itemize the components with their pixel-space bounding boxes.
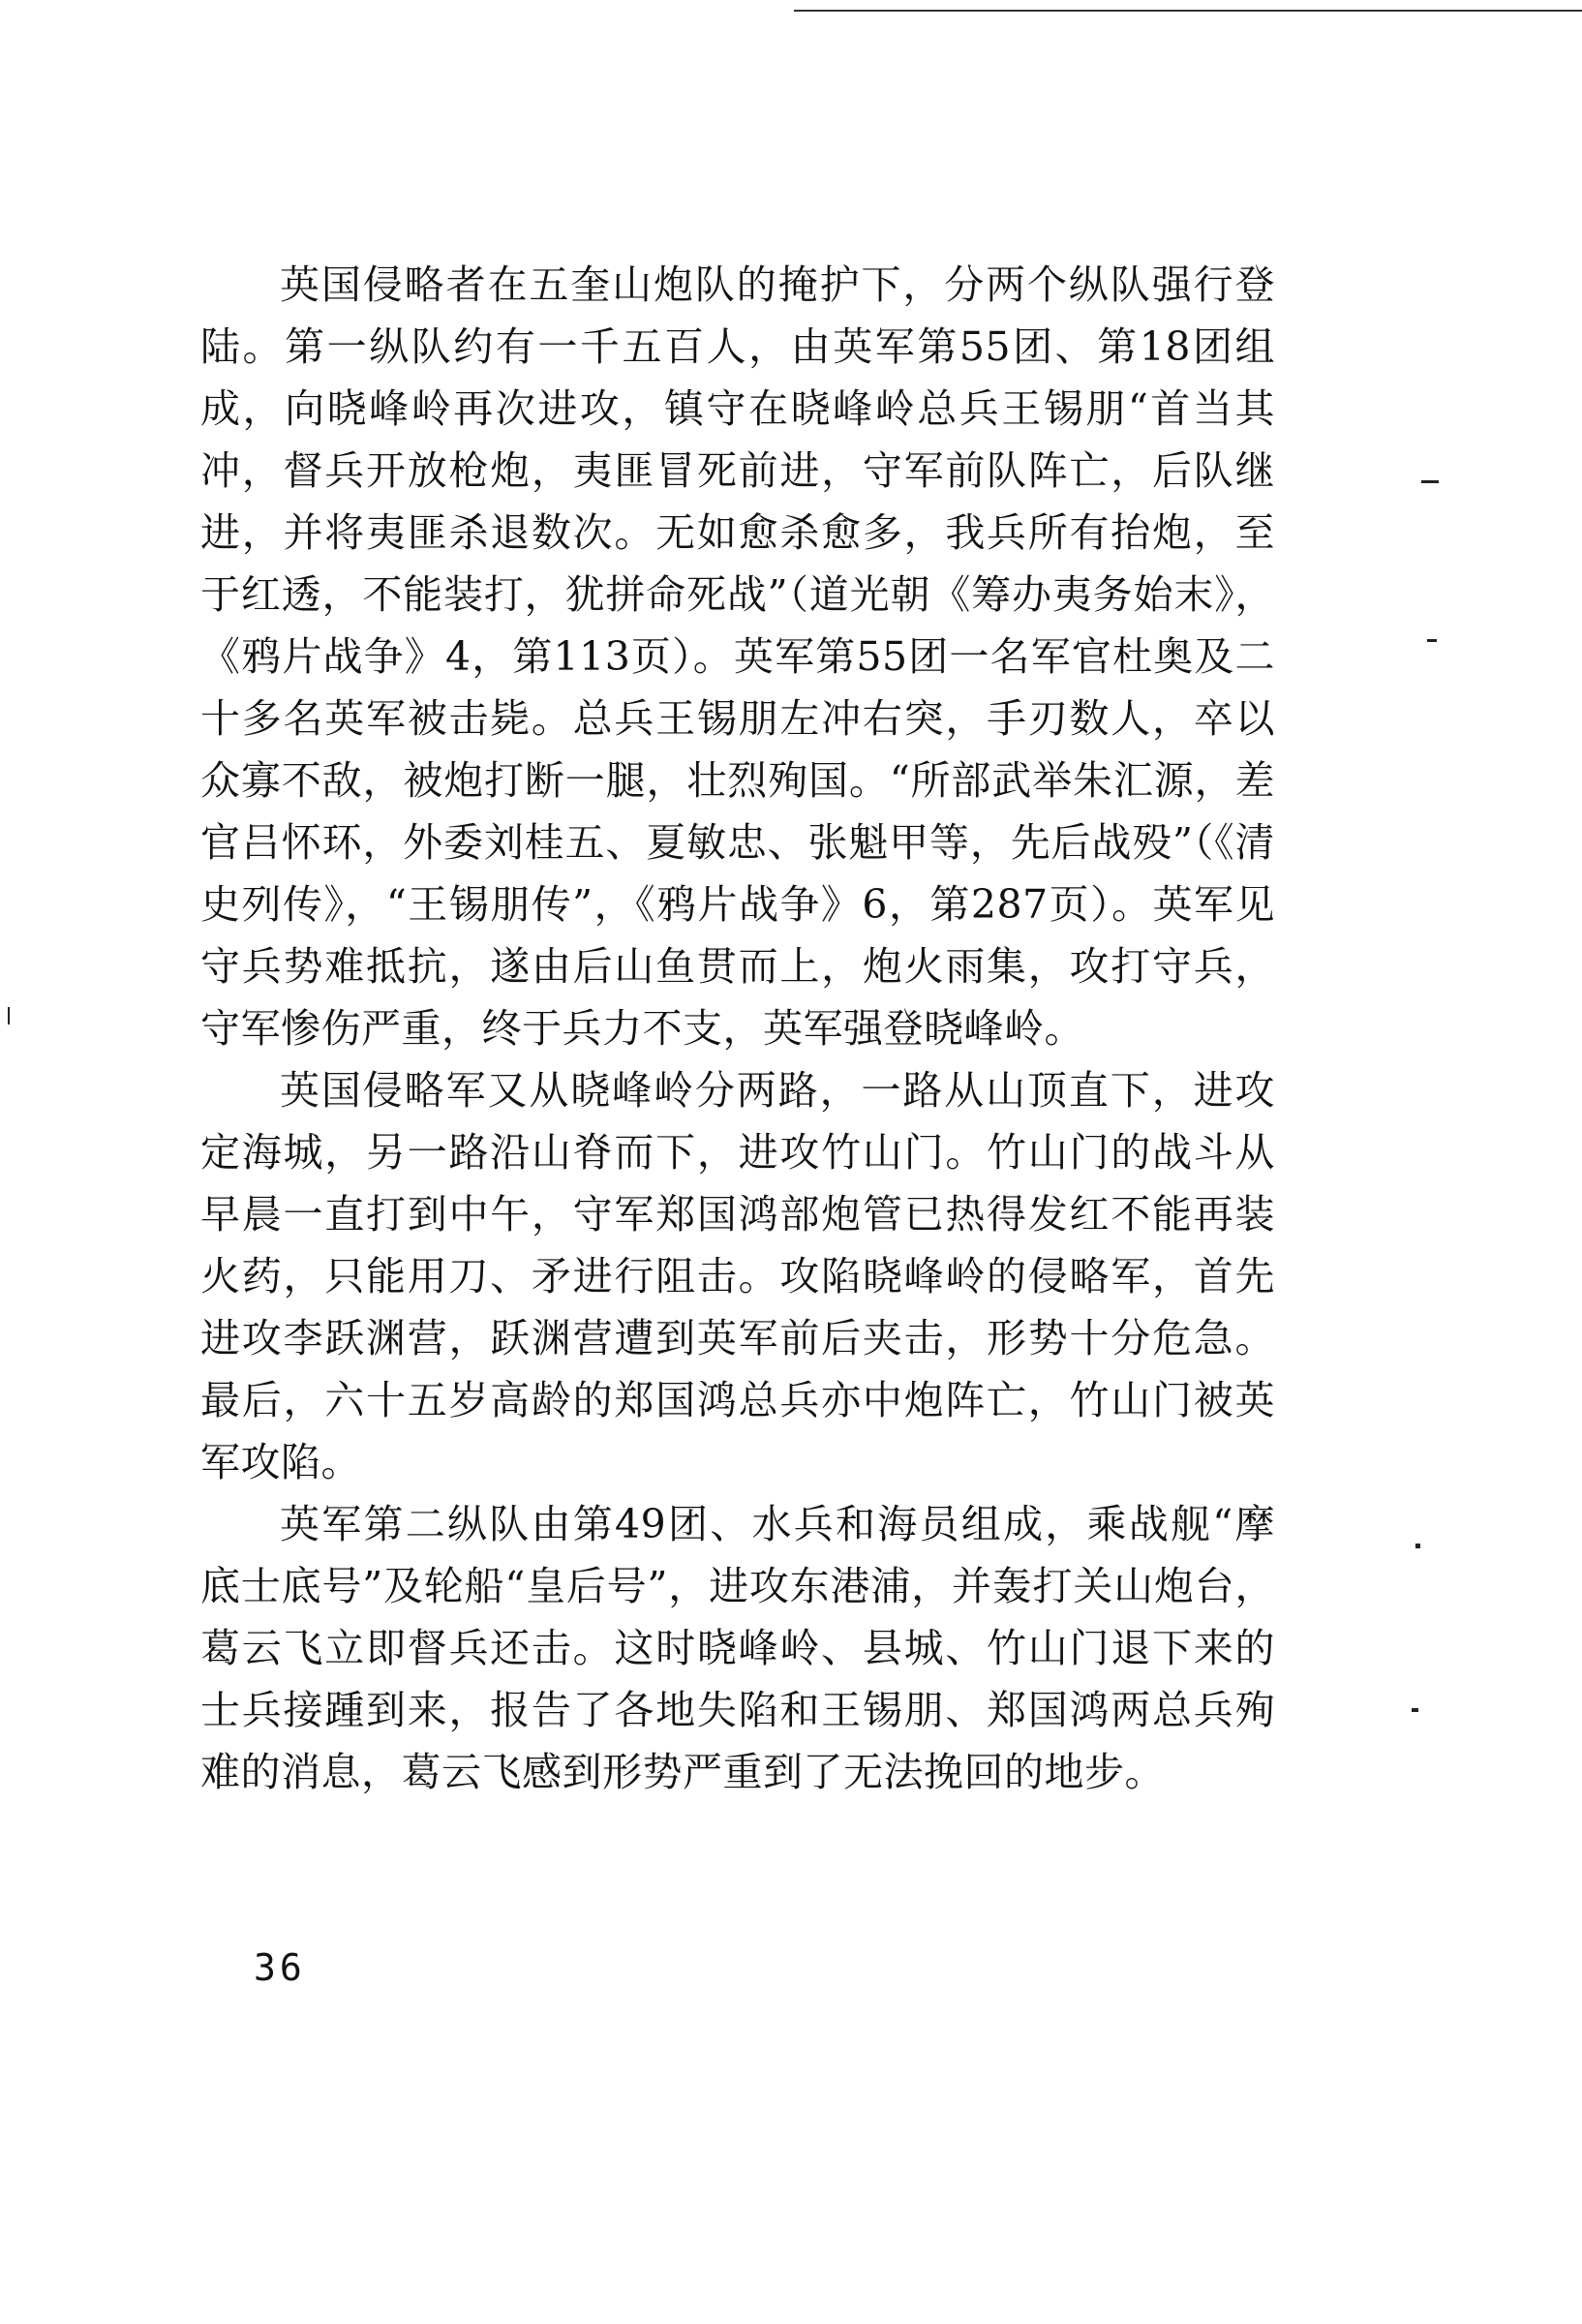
scan-speck [1412, 1708, 1418, 1712]
scan-speck [8, 1007, 10, 1024]
paragraph-3: 英军第二纵队由第49团、水兵和海员组成，乘战舰“摩底士底号”及轮船“皇后号”，进攻东港浦，并轰打关山炮台，葛云飞立即督兵还击。这时晓峰岭、县城、竹山门退下来的士兵接踵到来，报告了各地失陷和王锡朋、郑国鸿两总兵殉难的消息，葛云飞感到形势严重到了无法挽回的地步。 [200, 1501, 1275, 1795]
scan-speck [1415, 1544, 1420, 1548]
paragraph-1: 英国侵略者在五奎山炮队的掩护下，分两个纵队强行登陆。第一纵队约有一千五百人，由英军第55团、第18团组成，向晓峰岭再次进攻，镇守在晓峰岭总兵王锡朋“首当其冲，督兵开放枪炮，夷匪冒死前进，守军前队阵亡，后队继进，并将夷匪杀退数次。无如愈杀愈多，我兵所有抬炮，至于红透，不能装打，犹拼命死战”（道光朝《筹办夷务始末》，《鸦片战争》4，第113页）。英军第55团一名军官杜奥及二十多名英军被击毙。总兵王锡朋左冲右突，手刃数人，卒以众寡不敌，被炮打断一腿，壮烈殉国。“所部武举朱汇源，差官吕怀环，外委刘桂五、夏敏忠、张魁甲等，先后战殁”（《清史列传》，“王锡朋传”，《鸦片战争》6，第287页）。英军见守兵势难抵抗，遂由后山鱼贯而上，炮火雨集，攻打守兵，守军惨伤严重，终于兵力不支，英军强登晓峰岭。 [200, 261, 1275, 1052]
scan-speck [1427, 639, 1437, 642]
top-border-line [794, 10, 1582, 12]
body-text [200, 254, 1275, 1803]
scan-speck [1421, 480, 1439, 483]
page-number: 36 [254, 1946, 306, 1989]
paragraph-2: 英国侵略军又从晓峰岭分两路，一路从山顶直下，进攻定海城，另一路沿山脊而下，进攻竹山门。竹山门的战斗从早晨一直打到中午，守军郑国鸿部炮管已热得发红不能再装火药，只能用刀、矛进行阻击。攻陷晓峰岭的侵略军，首先进攻李跃渊营，跃渊营遭到英军前后夹击，形势十分危急。最后，六十五岁高龄的郑国鸿总兵亦中炮阵亡，竹山门被英军攻陷。 [200, 1067, 1275, 1485]
